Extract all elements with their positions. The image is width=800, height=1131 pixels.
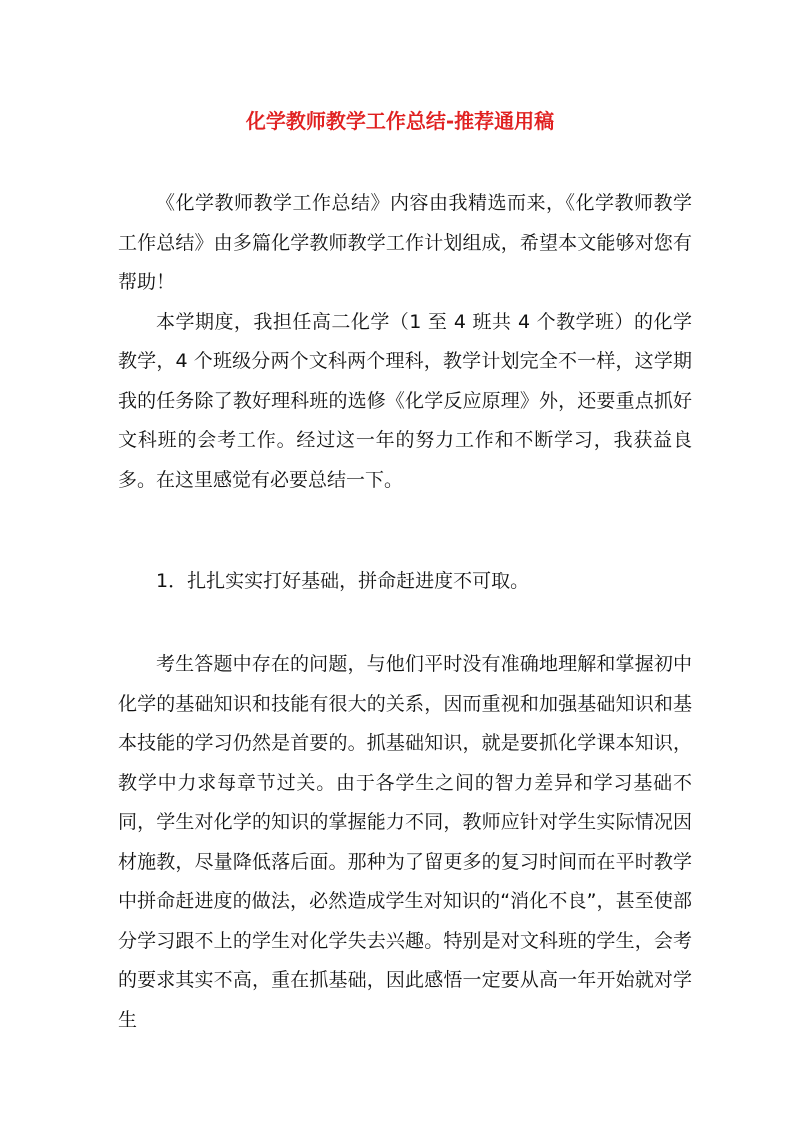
intro-paragraph: 《化学教师教学工作总结》内容由我精选而来，《化学教师教学工作总结》由多篇化学教师教学工作计划组成，希望本文能够对您有帮助！: [118, 192, 692, 293]
body-paragraph-2: 考生答题中存在的问题，与他们平时没有准确地理解和掌握初中化学的基础知识和技能有很大的关系，因而重视和加强基础知识和基本技能的学习仍然是首要的。抓基础知识，就是要抓化学课本知识，教学中力求每章节过关。由于各学生之间的智力差异和学习基础不同，学生对化学的知识的掌握能力不同，教师应针对学生实际情况因材施教，尽量降低落后面。那种为了留更多的复习时间而在平时教学中拼命赶进度的做法，必然造成学生对知识的“消化不良”，甚至使部分学习跟不上的学生对化学失去兴趣。特别是对文科班的学生，会考的要求其实不高，重在抓基础，因此感悟一定要从高一年开始就对学生: [118, 653, 692, 1031]
section-heading: 1．扎扎实实打好基础，拼命赶进度不可取。: [156, 570, 530, 592]
body-paragraph-1: 本学期度，我担任高二化学（1 至 4 班共 4 个教学班）的化学教学，4 个班级分两个文科两个理科，教学计划完全不一样，这学期我的任务除了教好理科班的选修《化学反应原理》外，还要重点抓好文科班的会考工作。经过这一年的努力工作和不断学习，我获益良多。在这里感觉有必要总结一下。: [118, 310, 692, 491]
intro-section: [118, 184, 692, 500]
document-title: 化学教师教学工作总结-推荐通用稿: [245, 109, 555, 133]
section-heading-block: [118, 562, 692, 602]
body-section: [118, 645, 692, 1040]
